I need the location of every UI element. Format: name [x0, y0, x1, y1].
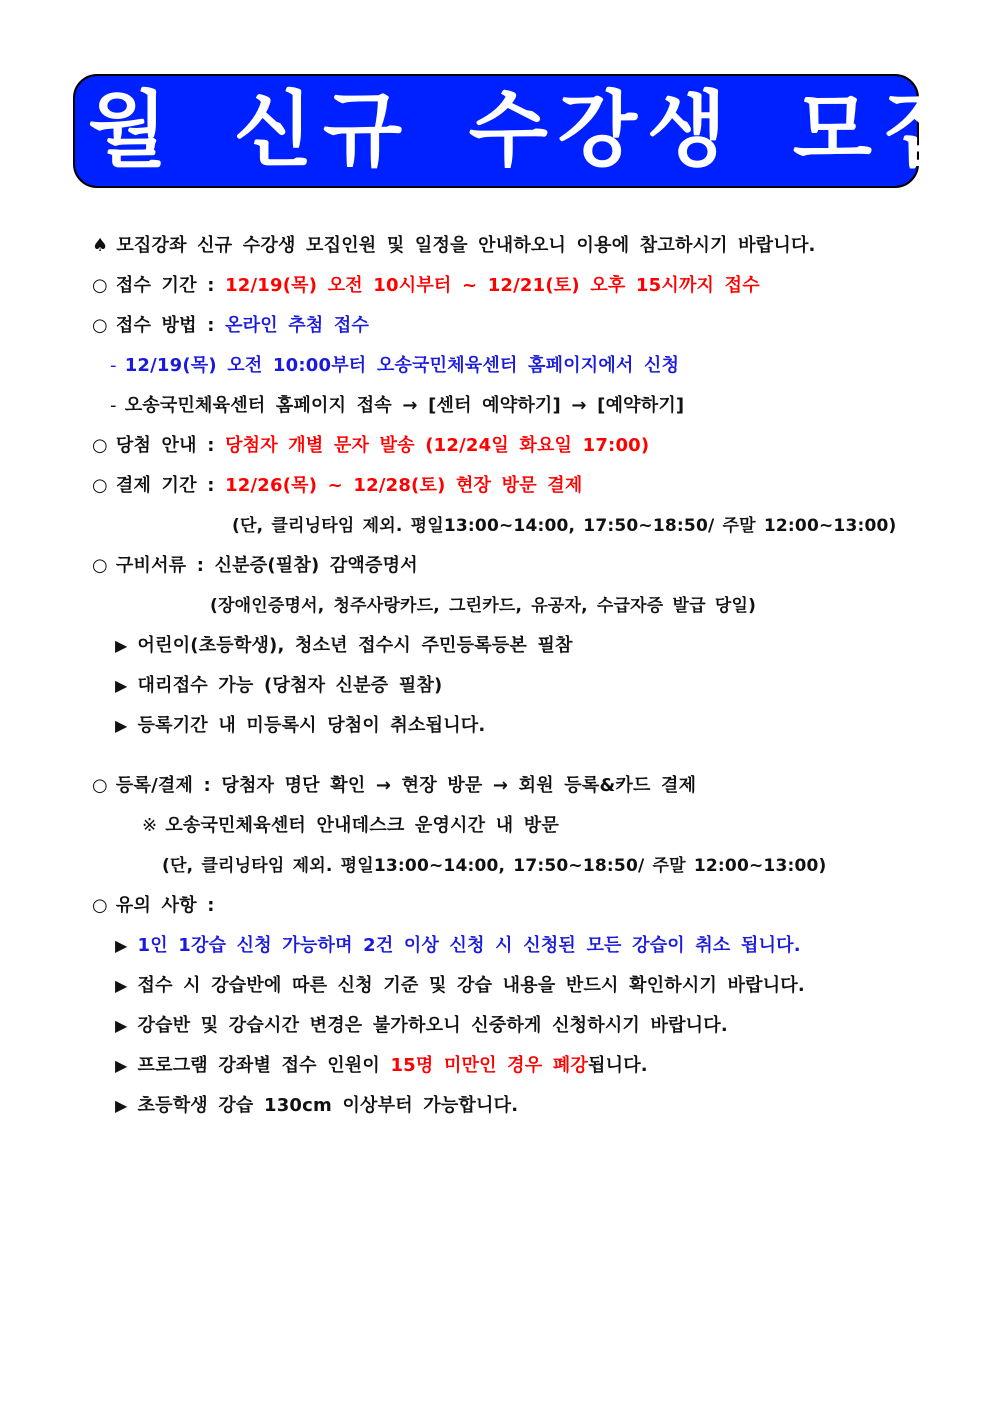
triangle-icon: ▶	[115, 1056, 128, 1075]
caution-item-4-pre: 프로그램 강좌별 접수 인원이	[137, 1055, 380, 1076]
caution-item-4	[115, 1046, 648, 1086]
dash-icon: -	[110, 355, 117, 376]
caution-item-1	[115, 926, 801, 966]
circle-icon: ○	[92, 555, 108, 576]
circle-icon: ○	[92, 315, 108, 336]
circle-icon: ○	[92, 435, 108, 456]
triangle-icon: ▶	[115, 676, 128, 695]
caution-item-2	[115, 966, 805, 1006]
caution-item-2-text: 접수 시 강습반에 따른 신청 기준 및 강습 내용을 반드시 확인하시기 바랍니다.	[137, 975, 805, 996]
documents-item-1	[115, 626, 573, 666]
dash-icon: -	[110, 395, 117, 416]
registration-note-text: 오송국민체육센터 안내데스크 운영시간 내 방문	[165, 815, 559, 836]
documents-item-2	[115, 666, 442, 706]
payment-period-label: 결제 기간 :	[115, 475, 215, 496]
payment-period-line	[92, 466, 582, 506]
winner-notice-value: 당첨자 개별 문자 발송 (12/24일 화요일 17:00)	[225, 435, 650, 456]
documents-item-3-text: 등록기간 내 미등록시 당첨이 취소됩니다.	[137, 715, 486, 736]
reception-method-detail-2	[110, 386, 684, 426]
triangle-icon: ▶	[115, 936, 128, 955]
triangle-icon: ▶	[115, 1096, 128, 1115]
note-icon: ※	[142, 815, 158, 836]
reception-period-label: 접수 기간 :	[115, 275, 215, 296]
spade-icon: ♠	[92, 235, 109, 256]
documents-line	[92, 546, 418, 586]
page-title: 1월 신규 수강생 모집	[20, 83, 972, 178]
circle-icon: ○	[92, 475, 108, 496]
caution-item-4-post: 됩니다.	[588, 1055, 648, 1076]
circle-icon: ○	[92, 275, 108, 296]
reception-method-label: 접수 방법 :	[115, 315, 215, 336]
caution-item-5-text: 초등학생 강습 130cm 이상부터 가능합니다.	[137, 1095, 519, 1116]
caution-item-4-highlight: 15명 미만인 경우 폐강	[390, 1055, 589, 1076]
reception-method-detail-1-text: 12/19(목) 오전 10:00부터 오송국민체육센터 홈페이지에서 신청	[124, 355, 680, 376]
triangle-icon: ▶	[115, 716, 128, 735]
documents-item-3	[115, 706, 485, 746]
registration-note-2: (단, 클리닝타임 제외. 평일13:00~14:00, 17:50~18:50/ 주말 12:00~13:00)	[162, 856, 827, 876]
caution-item-3	[115, 1006, 728, 1046]
payment-period-note: (단, 클리닝타임 제외. 평일13:00~14:00, 17:50~18:50/ 주말 12:00~13:00)	[232, 516, 897, 536]
reception-method-line	[92, 306, 369, 346]
circle-icon: ○	[92, 775, 108, 796]
documents-note: (장애인증명서, 청주사랑카드, 그린카드, 유공자, 수급자증 발급 당일)	[210, 596, 757, 616]
documents-text: 구비서류 : 신분증(필참) 감액증명서	[115, 555, 418, 576]
registration-line	[92, 766, 696, 806]
winner-notice-label: 당첨 안내 :	[115, 435, 215, 456]
caution-item-5	[115, 1086, 518, 1126]
circle-icon: ○	[92, 895, 108, 916]
reception-method-value: 온라인 추첨 접수	[225, 315, 370, 336]
winner-notice-line	[92, 426, 649, 466]
triangle-icon: ▶	[115, 1016, 128, 1035]
reception-method-detail-1	[110, 346, 679, 386]
reception-method-detail-2-text: 오송국민체육센터 홈페이지 접속 → [센터 예약하기] → [예약하기]	[124, 395, 685, 416]
cautions-label: 유의 사항 :	[115, 895, 215, 916]
documents-item-1-text: 어린이(초등학생), 청소년 접수시 주민등록등본 필참	[137, 635, 573, 656]
intro-line	[92, 226, 816, 266]
registration-note	[142, 806, 559, 846]
caution-item-3-text: 강습반 및 강습시간 변경은 불가하오니 신중하게 신청하시기 바랍니다.	[137, 1015, 728, 1036]
reception-period-value: 12/19(목) 오전 10시부터 ~ 12/21(토) 오후 15시까지 접수	[225, 275, 760, 296]
caution-item-1-text: 1인 1강습 신청 가능하며 2건 이상 신청 시 신청된 모든 강습이 취소 됩니다.	[137, 935, 801, 956]
payment-period-value: 12/26(목) ~ 12/28(토) 현장 방문 결제	[225, 475, 583, 496]
reception-period-line	[92, 266, 760, 306]
cautions-line	[92, 886, 215, 926]
intro-text: 모집강좌 신규 수강생 모집인원 및 일정을 안내하오니 이용에 참고하시기 바랍니다.	[116, 235, 816, 256]
documents-item-2-text: 대리접수 가능 (당첨자 신분증 필참)	[137, 675, 443, 696]
triangle-icon: ▶	[115, 976, 128, 995]
title-banner	[20, 74, 972, 188]
triangle-icon: ▶	[115, 636, 128, 655]
registration-text: 등록/결제 : 당첨자 명단 확인 → 현장 방문 → 회원 등록&카드 결제	[115, 775, 697, 796]
